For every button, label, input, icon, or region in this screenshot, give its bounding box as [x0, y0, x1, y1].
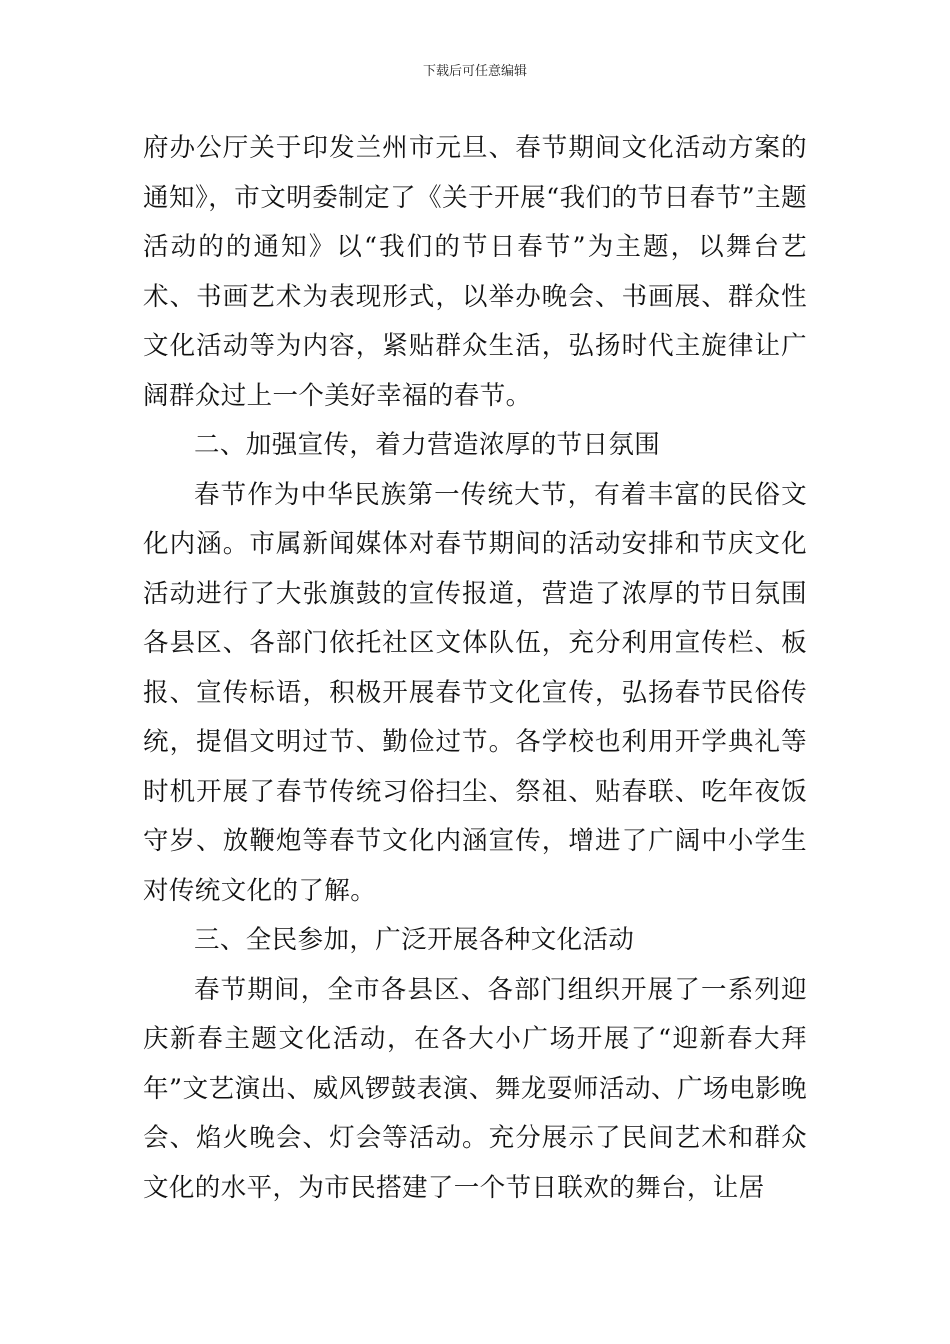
paragraph-continued: 府办公厅关于印发兰州市元旦、春节期间文化活动方案的通知》，市文明委制定了《关于开展“我们的节日春节”主题活动的的通知》以“我们的节日春节”为主题，以舞台艺术、书画艺术为表现形式，以举办晚会、书画展、群众性文化活动等为内容，紧贴群众生活，弘扬时代主旋律让广阔群众过上一个美好幸福的春节。 [143, 133, 807, 411]
paragraph-publicity: 春节作为中华民族第一传统大节，有着丰富的民俗文化内涵。市属新闻媒体对春节期间的活动安排和节庆文化活动进行了大张旗鼓的宣传报道，营造了浓厚的节日氛围各县区、各部门依托社区文体队伍，充分利用宣传栏、板报、宣传标语，积极开展春节文化宣传，弘扬春节民俗传统，提倡文明过节、勤俭过节。各学校也利用开学典礼等时机开展了春节传统习俗扫尘、祭祖、贴春联、吃年夜饭守岁、放鞭炮等春节文化内涵宣传，增进了广阔中小学生对传统文化的了解。 [143, 479, 807, 906]
page-header: 下载后可任意编辑 [422, 64, 527, 79]
section-heading-3: 三、全民参加，广泛开展各种文化活动 [194, 925, 635, 955]
paragraph-activities: 春节期间，全市各县区、各部门组织开展了一系列迎庆新春主题文化活动，在各大小广场开展了“迎新春大拜年”文艺演出、威风锣鼓表演、舞龙耍师活动、广场电影晚会、焰火晚会、灯会等活动。充分展示了民间艺术和群众文化的水平，为市民搭建了一个节日联欢的舞台，让居 [143, 974, 807, 1203]
section-heading-2: 二、加强宣传，着力营造浓厚的节日氛围 [194, 430, 661, 460]
document-body [143, 124, 807, 1213]
